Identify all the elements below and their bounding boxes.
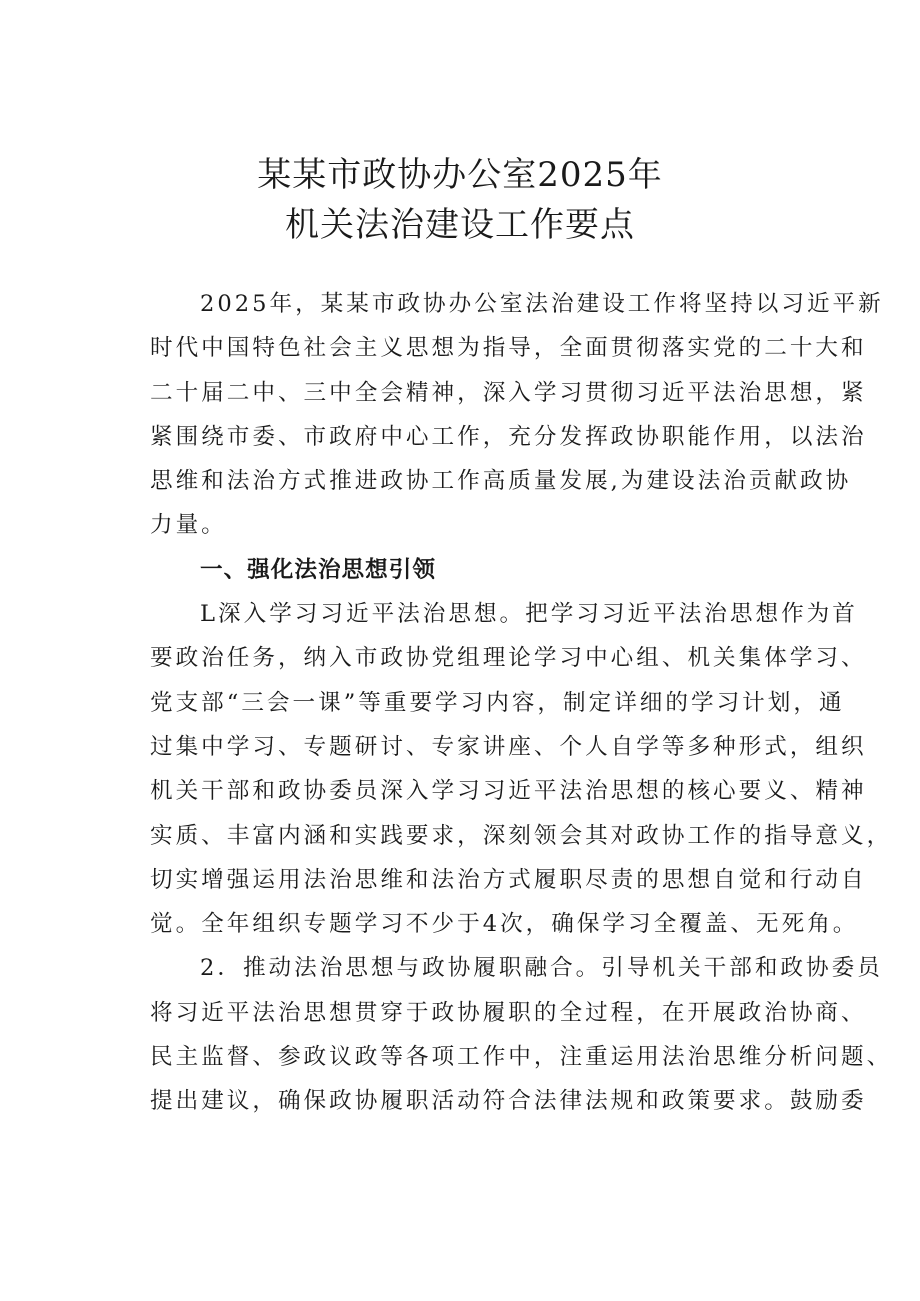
title-line-2: 机关法治建设工作要点 (285, 205, 635, 245)
paragraph-intro-line: 2025年，某某市政协办公室法治建设工作将坚持以习近平新 (200, 291, 884, 317)
document-title (0, 150, 920, 250)
paragraph-item-1-line: 切实增强运用法治思维和法治方式履职尽责的思想自觉和行动自 (150, 866, 867, 893)
paragraph-item-2-line: 2．推动法治思想与政协履职融合。引导机关干部和政协委员 (200, 955, 883, 982)
paragraph-intro-line: 紧围绕市委、市政府中心工作，充分发挥政协职能作用，以法治 (150, 423, 867, 450)
paragraph-intro-line: 时代中国特色社会主义思想为指导，全面贯彻落实党的二十大和 (150, 335, 867, 362)
paragraph-item-1-line: 过集中学习、专题研讨、专家讲座、个人自学等多种形式，组织 (150, 733, 867, 760)
paragraph-item-1-line: 党支部“三会一课”等重要学习内容，制定详细的学习计划，通 (150, 689, 845, 716)
paragraph-item-1-line: L深入学习习近平法治思想。把学习习近平法治思想作为首 (200, 601, 858, 628)
document-body (150, 282, 893, 1124)
paragraph-intro-line: 思维和法治方式推进政协工作高质量发展,为建设法治贡献政协 (150, 468, 852, 495)
section-heading-1: 一、强化法治思想引领 (200, 556, 436, 583)
title-line-1: 某某市政协办公室2025年 (257, 155, 663, 195)
paragraph-item-1-line: 实质、丰富内涵和实践要求，深刻领会其对政协工作的指导意义， (150, 822, 893, 849)
paragraph-item-2-line: 提出建议，确保政协履职活动符合法律法规和政策要求。鼓励委 (150, 1088, 867, 1115)
paragraph-intro-line: 力量。 (150, 512, 227, 539)
paragraph-item-1-line: 要政治任务，纳入市政协党组理论学习中心组、机关集体学习、 (150, 645, 867, 672)
paragraph-item-1-line: 觉。全年组织专题学习不少于4次，确保学习全覆盖、无死角。 (150, 911, 859, 938)
paragraph-item-2-line: 民主监督、参政议政等各项工作中，注重运用法治思维分析问题、 (150, 1044, 893, 1071)
paragraph-intro-line: 二十届二中、三中全会精神，深入学习贯彻习近平法治思想，紧 (150, 379, 867, 406)
paragraph-item-2-line: 将习近平法治思想贯穿于政协履职的全过程，在开展政治协商、 (150, 999, 867, 1026)
paragraph-item-1-line: 机关干部和政协委员深入学习习近平法治思想的核心要义、精神 (150, 778, 867, 805)
